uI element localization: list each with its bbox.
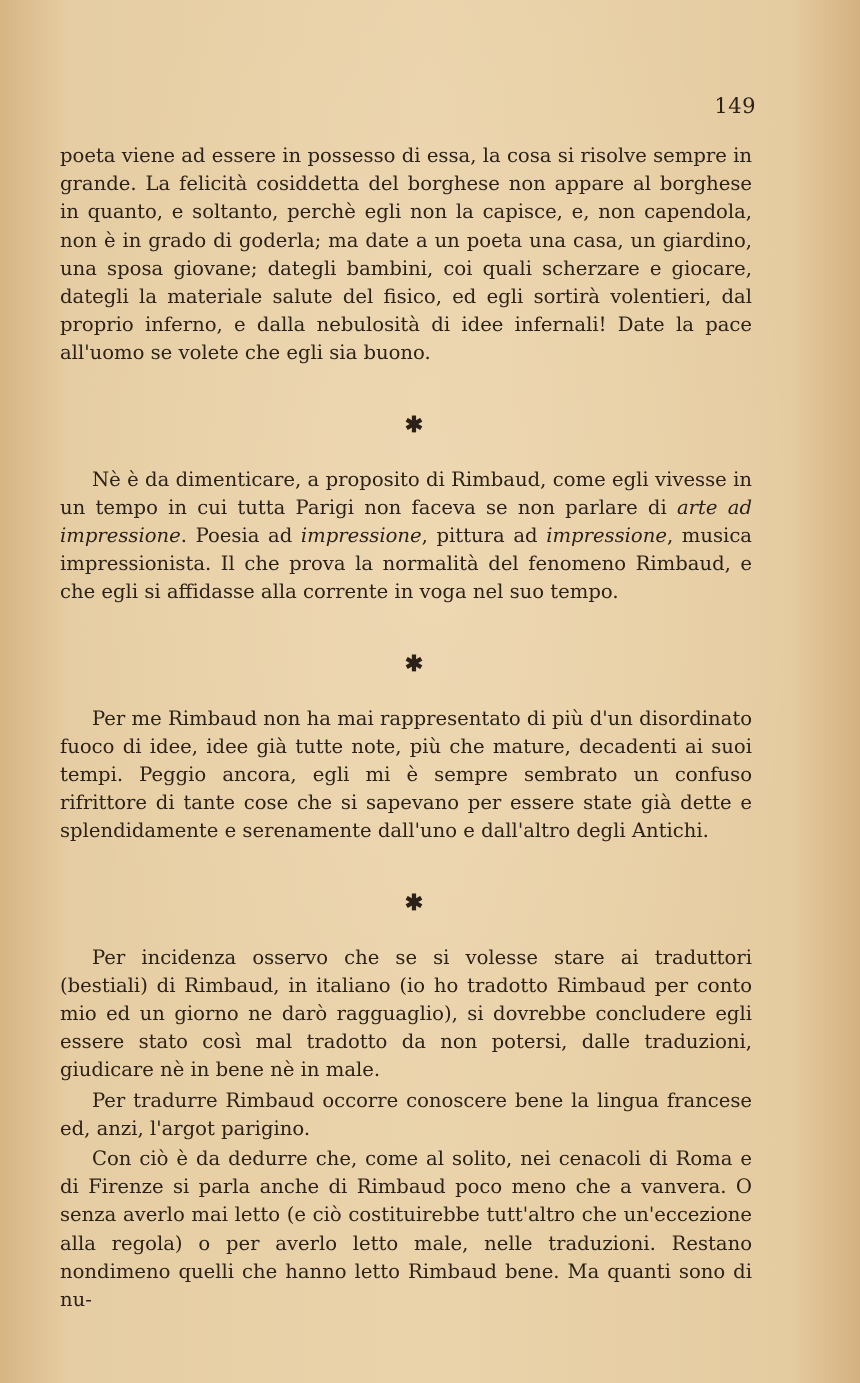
text-column xyxy=(60,142,752,1314)
page-number: 149 xyxy=(714,94,756,118)
italic-phrase: arte ad impressione xyxy=(60,495,752,548)
text-fragment: , pittura ad xyxy=(421,524,547,548)
italic-phrase: impressione xyxy=(546,524,667,548)
text-fragment: , musica impressionista. Il che prova la normalità del fenomeno Rimbaud, e che egli si affidasse alla corrente in voga nel suo tempo. xyxy=(60,524,752,604)
italic-phrase: impressione xyxy=(300,524,422,548)
section-separator-asterisk: ✱ xyxy=(404,650,424,677)
text-fragment: . Poesia ad xyxy=(180,524,301,548)
paragraph-traduttori: Per incidenza osservo che se si volesse stare ai traduttori (bestiali) di Rimbaud, in italiano (io ho tradotto Rimbaud per conto mio ed un giorno ne darò ragguaglio), si dovrebbe concludere egli essere stato così mal tradotto da non potersi, dalle traduzioni, giudicare nè in bene nè in male. xyxy=(60,945,752,1082)
paragraph-opening: poeta viene ad essere in possesso di essa, la cosa si risolve sempre in grande. La felicità cosiddetta del borghese non appare al borghese in quanto, e soltanto, perchè egli non la capisce, e, non capendola, non è in grado di goderla; ma date a un poeta una casa, un giardino, una sposa giovane; dategli bambini, coi quali scherzare e giocare, dategli la materiale salute del fisico, ed egli sortirà volentieri, dal proprio inferno, e dalla nebulosità di idee infernali! Date la pace all'uomo se volete che egli sia buono. xyxy=(60,144,752,365)
paragraph-cenacoli: Con ciò è da dedurre che, come al solito, nei cenacoli di Roma e di Firenze si parla anche di Rimbaud poco meno che a vanvera. O senza averlo mai letto (e ciò costituirebbe tutt'altro che un'eccezione alla regola) o per averlo letto male, nelle traduzioni. Restano nondimeno quelli che hanno letto Rimbaud bene. Ma quanti sono di nu- xyxy=(60,1147,752,1312)
section-separator-asterisk: ✱ xyxy=(404,411,424,438)
paragraph-impressione xyxy=(60,466,752,607)
section-separator-asterisk: ✱ xyxy=(404,889,424,916)
paragraph-tradurre: Per tradurre Rimbaud occorre conoscere bene la lingua francese ed, anzi, l'argot parigino. xyxy=(60,1088,752,1140)
text-fragment: Nè è da dimenticare, a proposito di Rimbaud, come egli vivesse in un tempo in cui tutta Parigi non faceva se non parlare di xyxy=(60,467,752,519)
paragraph-disordinato: Per me Rimbaud non ha mai rappresentato di più d'un disordinato fuoco di idee, idee già tutte note, più che mature, decadenti ai suoi tempi. Peggio ancora, egli mi è sempre sembrato un confuso rifrittore di tante cose che si sapevano per essere state già dette e splendidamente e serenamente dall'uno e dall'altro degli Antichi. xyxy=(60,706,752,843)
